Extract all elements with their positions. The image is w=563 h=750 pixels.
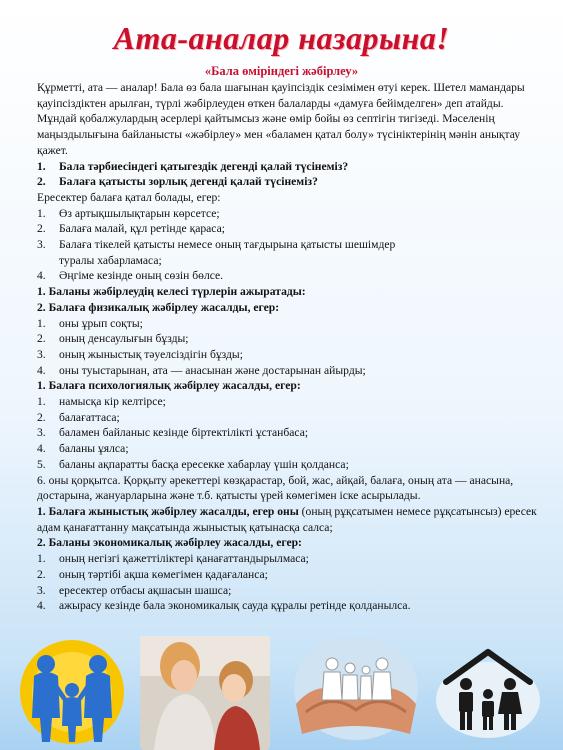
question-item: 2. Балаға қатысты зорлық дегенді қалай түсінеміз? [37, 175, 318, 189]
list-item: 3. баламен байланыс кезінде біртектілікті ұстанбаса; [37, 426, 309, 440]
list-item: 1. оның негізгі қажеттіліктері қанағаттандырылмаса; [37, 552, 309, 566]
list-item: 2. оның тәртібі ақша көмегімен қадағаланса; [37, 567, 268, 581]
image-strip [0, 630, 563, 750]
list-item: 4. оны туыстарынан, ата — анасынан және достарынан айырды; [37, 363, 366, 377]
section-heading: 1. Балаға психологиялық жәбірлеу жасалды, егер: [37, 379, 301, 393]
section-heading: 1. Баланы жәбірлеудің келесі түрлерін ажыратады: [37, 285, 306, 299]
list-item: 5. баланы ақпаратты басқа ересекке хабарлау үшін қолданса; [37, 457, 349, 471]
section-heading: 2. Баланы экономикалық жәбірлеу жасалды, егер: [37, 536, 302, 550]
sexual-paragraph: 1. Балаға жыныстық жәбірлеу жасалды, егер оны (оның рұқсатымен немесе рұқсатынсыз) ересек адам қанағаттанну мақсатында жыныстық қатынасқа салса; [37, 504, 537, 534]
list-item: 3. оның жыныстық тәуелсіздігін бұзды; [37, 347, 243, 361]
cruel-intro: Ересектер балаға қатал болады, егер: [37, 190, 221, 204]
list-item: 4. Әңгіме кезінде оның сөзін бөлсе. [37, 269, 224, 283]
question-item: 1. Бала тәрбиесіндегі қатыгездік дегенді қалай түсінеміз? [37, 159, 349, 173]
list-item-long: 6. оны қорқытса. Қорқыту әрекеттері көзқарастар, бой, жас, айқай, балаға, оның ата — анасына, достарына, жануарларына және т.б. қатысты үрей көмегімен іске асырылады. [37, 473, 514, 503]
document-body [37, 80, 537, 614]
page-title: Ата-аналар назарына! [113, 20, 450, 56]
list-item: 2. оның денсаулығын бұзды; [37, 332, 189, 346]
intro-paragraph: Құрметті, ата — аналар! Бала өз бала шағынан қауіпсіздік сезімімен өтуі керек. Шетел мамандары қауіпсіздіктен арылған, түрлі жәбірлеуден өткен балаларды «дамуға бейімделген» деп атайды. Мұндай қобалжулардың әсерлері қайтымсыз және өмір бойы өз септігін тигізеді. Мәселенің маңыздылығына байланысты «жәбірлеу» мен «баламен қатал болу» түсініктерінің мәнін анықтау қажет. [37, 81, 525, 157]
list-item: 1. намысқа кір келтірсе; [37, 395, 166, 409]
list-item: 3. ересектер отбасы ақшасын шашса; [37, 583, 232, 597]
list-item: 3. Балаға тікелей қатысты немесе оның тағдырына қатысты шешімдер [37, 238, 396, 252]
list-item: 2. балағаттаса; [37, 410, 120, 424]
family-shelter-icon [432, 642, 544, 742]
page-subtitle: «Бала өміріндегі жәбірлеу» [204, 64, 359, 78]
list-item-continuation: туралы хабарламаса; [59, 253, 162, 267]
list-item: 2. Балаға малай, құл ретінде қараса; [37, 222, 225, 236]
paper-family-in-hands-photo [292, 634, 420, 742]
parent-child-photo [140, 636, 270, 750]
list-item: 1. Өз артықшылықтарын көрсетсе; [37, 206, 220, 220]
list-item: 4. баланы ұялса; [37, 442, 129, 456]
list-item: 1. оны ұрып соқты; [37, 316, 143, 330]
list-item: 4. ажырасу кезінде бала экономикалық сауда құралы ретінде қолданылса. [37, 599, 411, 613]
family-silhouette-icon [12, 638, 132, 746]
section-heading: 2. Балаға физикалық жәбірлеу жасалды, егер: [37, 300, 280, 314]
